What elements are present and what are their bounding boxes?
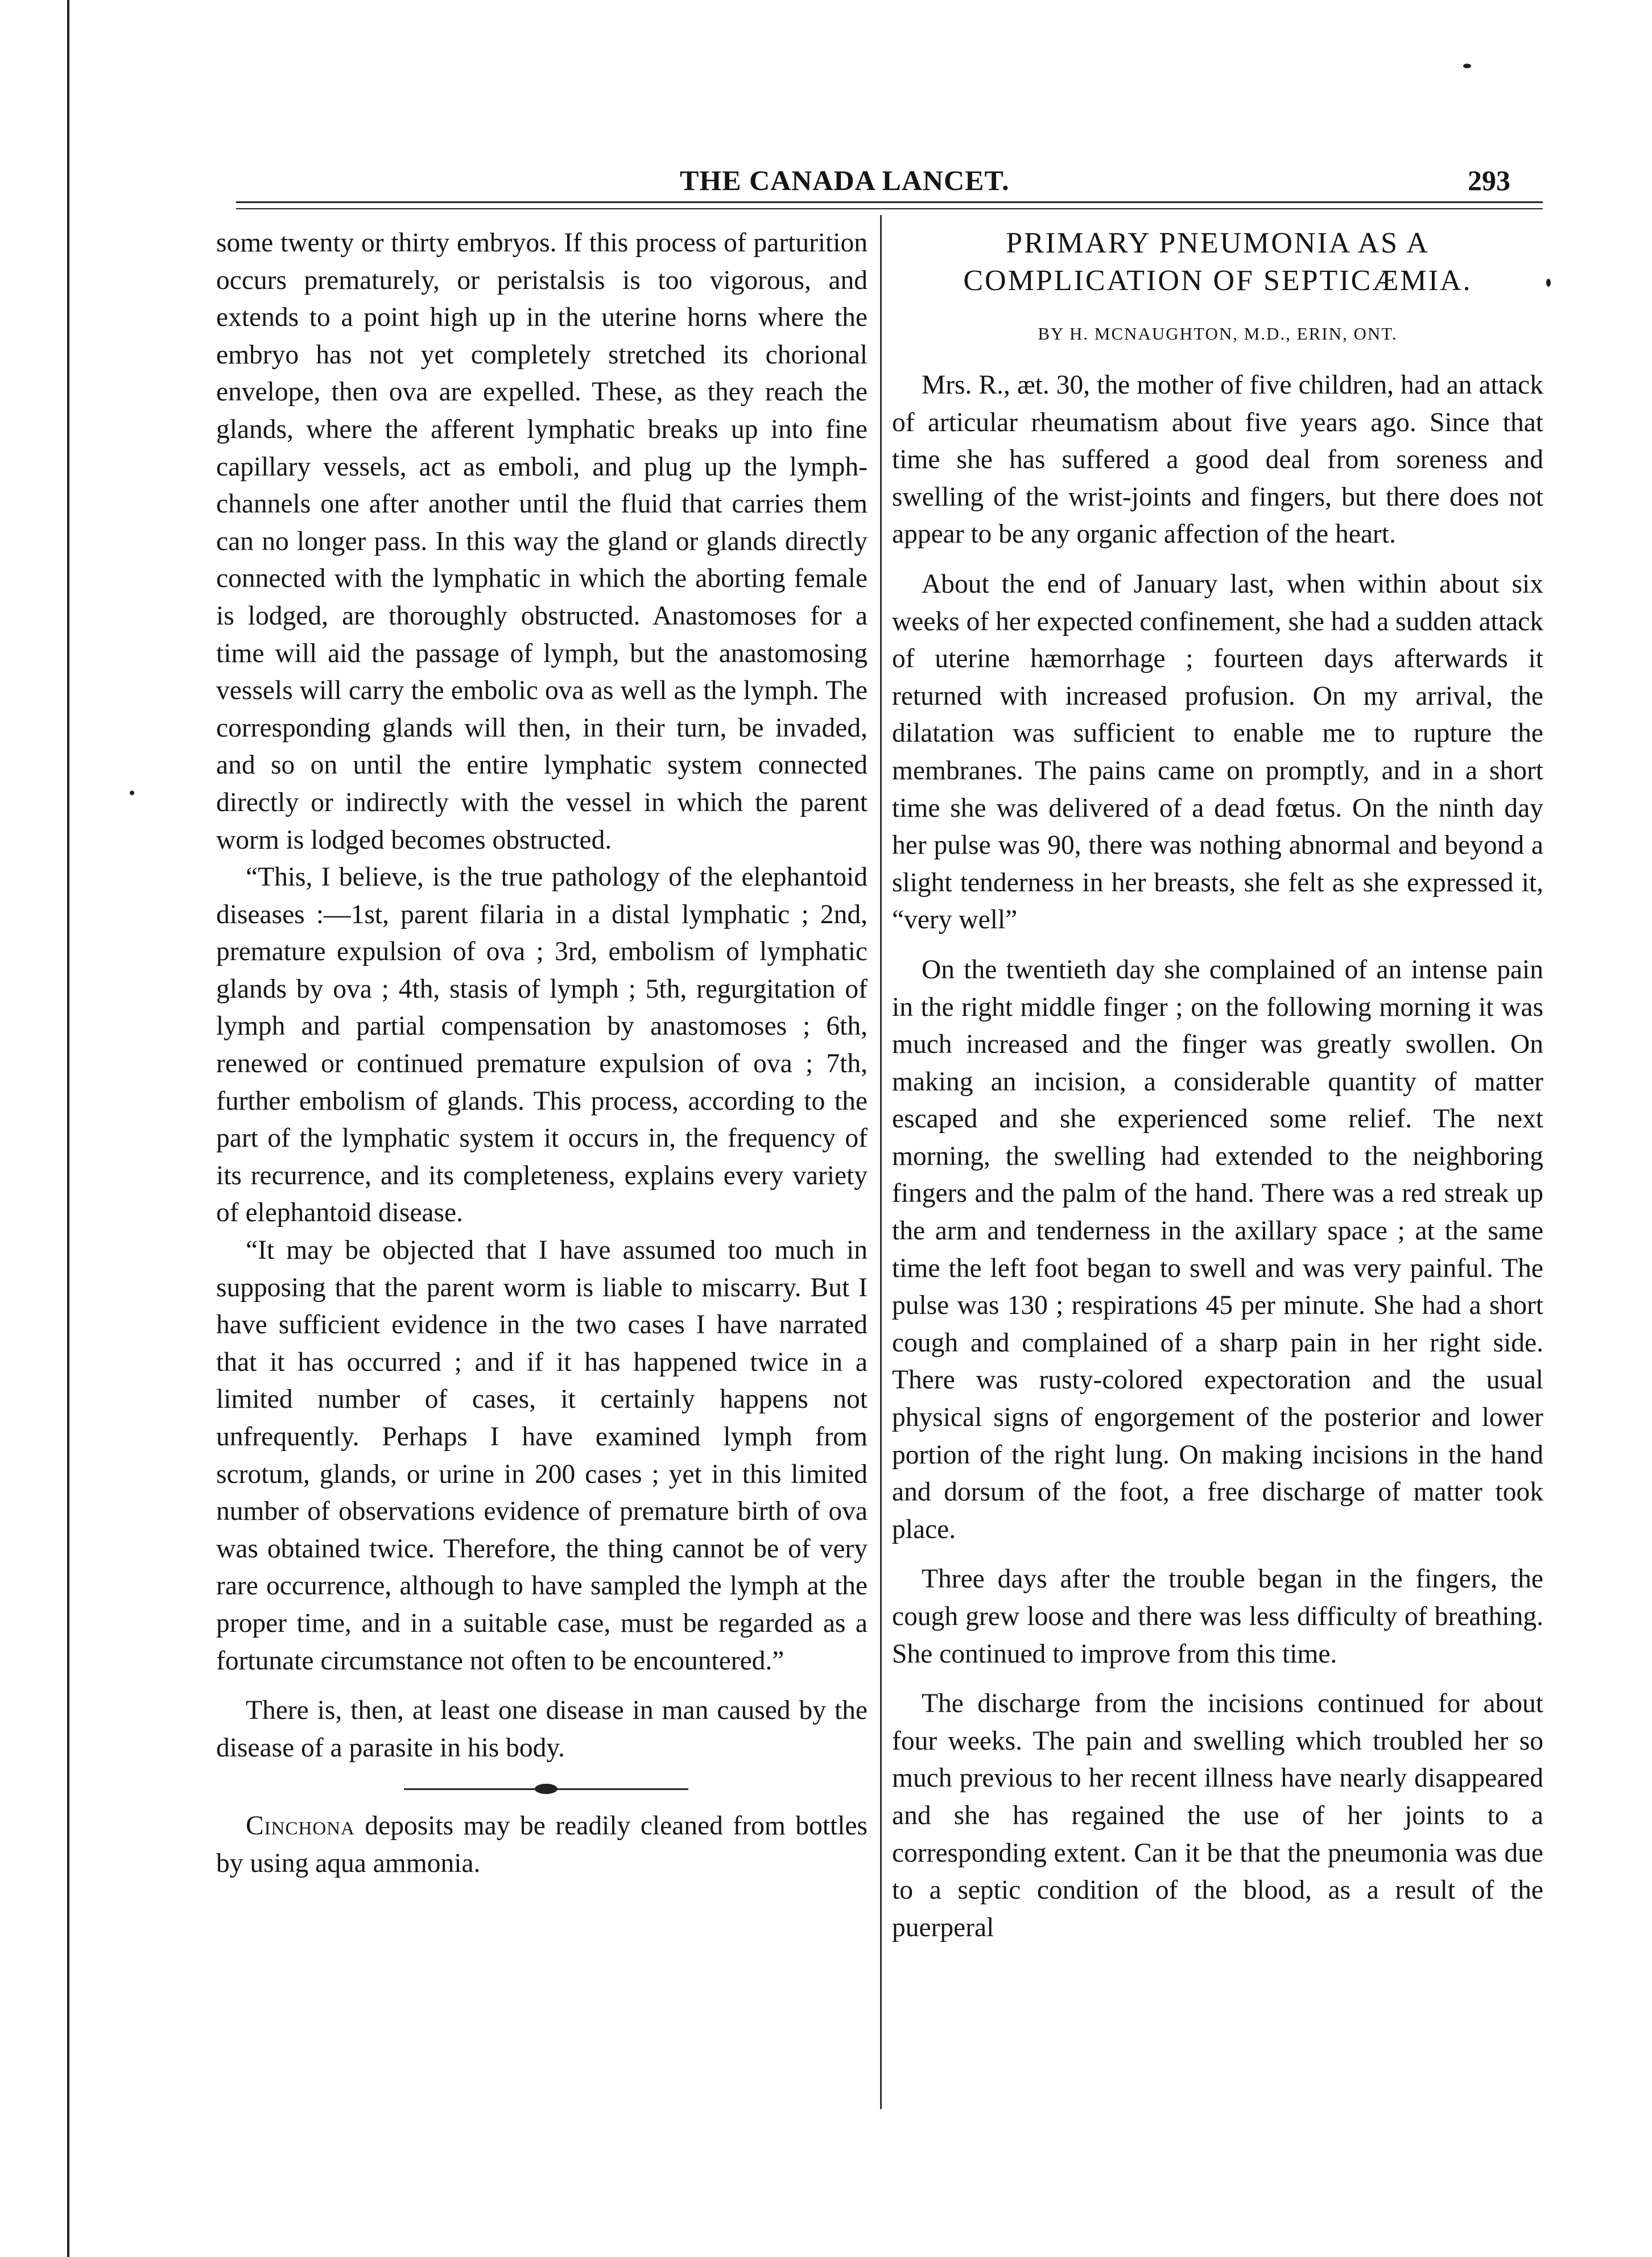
left-paragraph-4: There is, then, at least one disease in man caused by the disease of a parasite in his body. bbox=[216, 1696, 868, 1763]
running-head: THE CANADA LANCET. bbox=[680, 164, 1010, 196]
cinchona-note-lead: Cinchona bbox=[246, 1811, 355, 1841]
header-rule bbox=[236, 201, 1543, 203]
scan-speck bbox=[1546, 279, 1551, 287]
column-divider bbox=[880, 215, 882, 2109]
ornament-rule bbox=[216, 1775, 868, 1803]
left-paragraph-3: “It may be objected that I have assumed too much in supposing that the parent worm is liable to miscarry. But I have sufficient evidence in the two cases I have narrated that it has occurred ; and if it has happened twice in a limited number of cases, it certainly happens not unfrequently. Perhaps I have examined lymph from scrotum, glands, or urine in 200 cases ; yet in this limited number of observations evidence of premature birth of ova was obtained twice. Therefore, the thing cannot be of very rare occurrence, although to have sampled the lymph at the proper time, and in a suitable case, must be regarded as a fortunate circumstance not often to be encountered.” bbox=[216, 1235, 868, 1676]
right-column bbox=[892, 225, 1543, 1946]
page-number: 293 bbox=[1468, 164, 1510, 196]
left-paragraph-1: some twenty or thirty embryos. If this process of parturition occurs prematurely, or peristalsis is too vigorous, and extends to a point high up in the uterine horns where the embryo has not yet completely stretched its chorional envelope, then ova are expelled. These, as they reach the glands, where the afferent lymphatic breaks up into fine capillary vessels, act as emboli, and plug up the lymph-channels one after another until the fluid that carries them can no longer pass. In this way the gland or glands directly connected with the lymphatic in which the aborting female is lodged, are thoroughly obstructed. Anastomoses for a time will aid the passage of lymph, but the anastomosing vessels will carry the embolic ova as well as the lymph. The corresponding glands will then, in their turn, be invaded, and so on until the entire lymphatic system connected directly or indirectly with the vessel in which the parent worm is lodged becomes obstructed. bbox=[216, 228, 868, 855]
cinchona-note-text: deposits may be readily cleaned from bottles by using aqua ammonia. bbox=[216, 1811, 868, 1878]
binding-edge-line bbox=[67, 0, 69, 2257]
left-column bbox=[216, 225, 868, 1883]
header-rule-double bbox=[236, 208, 1543, 209]
right-paragraph-4: Three days after the trouble began in the fingers, the cough grew loose and there was less difficulty of breathing. She continued to improve from this time. bbox=[892, 1564, 1543, 1669]
right-paragraph-1: Mrs. R., æt. 30, the mother of five children, had an attack of articular rheumatism about five years ago. Since that time she has suffered a good deal from soreness and swelling of the wrist-joints and fingers, but there does not appear to be any organic affection of the heart. bbox=[892, 370, 1543, 549]
right-paragraph-5: The discharge from the incisions continued for about four weeks. The pain and swelling which troubled her so much previous to her recent illness have nearly disappeared and she has regained the use of her joints to a corresponding extent. Can it be that the pneumonia was due to a septic condition of the blood, as a result of the puerperal bbox=[892, 1689, 1543, 1942]
scan-speck bbox=[1463, 64, 1471, 68]
cinchona-note bbox=[216, 1808, 868, 1882]
left-paragraph-2: “This, I believe, is the true pathology of the elephantoid diseases :—1st, parent filaria in a distal lymphatic ; 2nd, premature expulsion of ova ; 3rd, embolism of lymphatic glands by ova ; 4th, stasis of lymph ; 5th, regurgitation of lymph and partial compensation by anastomoses ; 6th, renewed or continued premature expulsion of ova ; 7th, further embolism of glands. This process, according to the part of the lymphatic system it occurs in, the frequency of its recurrence, and its completeness, explains every variety of elephantoid disease. bbox=[216, 862, 868, 1228]
article-title: PRIMARY PNEUMONIA AS A COMPLICATION OF SEPTICÆMIA. bbox=[963, 227, 1472, 297]
right-paragraph-3: On the twentieth day she complained of an intense pain in the right middle finger ; on the following morning it was much increased and the finger was greatly swollen. On making an incision, a considerable quantity of matter escaped and she experienced some relief. The next morning, the swelling had extended to the neighboring fingers and the palm of the hand. There was a red streak up the arm and tenderness in the axillary space ; at the same time the left foot began to swell and was very painful. The pulse was 130 ; respirations 45 per minute. She had a short cough and complained of a sharp pain in her right side. There was rusty-colored expectoration and the usual physical signs of engorgement of the posterior and lower portion of the right lung. On making incisions in the hand and dorsum of the foot, a free discharge of matter took place. bbox=[892, 954, 1543, 1544]
right-paragraph-2: About the end of January last, when within about six weeks of her expected confinement, she had a sudden attack of uterine hæmorrhage ; fourteen days afterwards it returned with increased profusion. On my arrival, the dilatation was sufficient to enable me to rupture the membranes. The pains came on promptly, and in a short time she was delivered of a dead fœtus. On the ninth day her pulse was 90, there was nothing abnormal and beyond a slight tenderness in her breasts, she felt as she expressed it, “very well” bbox=[892, 569, 1543, 935]
article-byline: BY H. MCNAUGHTON, M.D., ERIN, ONT. bbox=[1038, 324, 1398, 344]
scan-speck bbox=[130, 791, 134, 795]
